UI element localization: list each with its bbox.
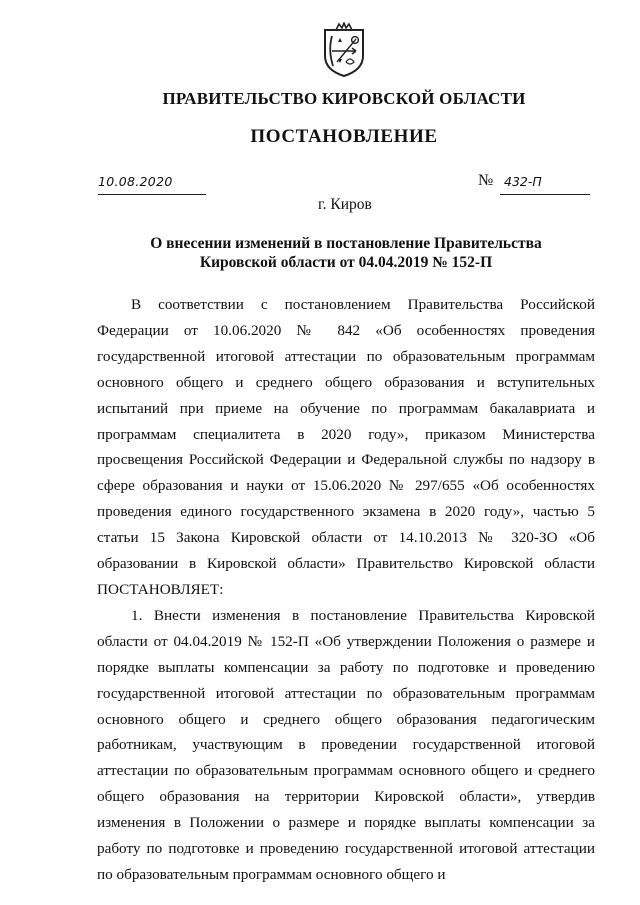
document-date-field — [98, 174, 206, 195]
number-label: № — [478, 172, 494, 189]
coat-of-arms-emblem — [322, 22, 366, 78]
document-number-field — [500, 174, 590, 195]
subject-line-2: Кировской области от 04.04.2019 № 152-П — [199, 254, 493, 271]
document-body — [97, 292, 595, 888]
document-subject — [120, 234, 572, 272]
document-date: 10.08.2020 — [98, 174, 173, 189]
city-label: г. Киров — [318, 196, 372, 213]
document-number: 432-П — [504, 174, 542, 189]
subject-line-1: О внесении изменений в постановление Правительства — [150, 235, 542, 252]
body-paragraph-1: В соответствии с постановлением Правительства Российской Федерации от 10.06.2020 № 842 «Об особенностях проведения государственной итоговой аттестации по образовательным программам основного общего и среднего общего образования и вступительных испытаний при приеме на обучение по программам бакалавриата и программам специалитета в 2020 году», приказом Министерства просвещения Российской Федерации и Федеральной службы по надзору в сфере образования и науки от 15.06.2020 № 297/655 «Об особенностях проведения единого государственного экзамена в 2020 году», частью 5 статьи 15 Закона Кировской области от 14.10.2013 № 320-ЗО «Об образовании в Кировской области» Правительство Кировской области ПОСТАНОВЛЯЕТ: — [97, 296, 595, 598]
body-paragraph-2: 1. Внести изменения в постановление Правительства Кировской области от 04.04.2019 № 152-П «Об утверждении Положения о размере и порядке выплаты компенсации за работу по подготовке и проведению государственной итоговой аттестации по образовательным программам основного общего и среднего общего образования педагогическим работникам, участвующим в проведении государственной итоговой аттестации по образовательным программам основного общего и среднего общего образования на территории Кировской области», утвердив изменения в Положении о размере и порядке выплаты компенсации за работу по подготовке и проведению государственной итоговой аттестации по образовательным программам основного общего и — [97, 606, 595, 883]
government-name: ПРАВИТЕЛЬСТВО КИРОВСКОЙ ОБЛАСТИ — [162, 89, 526, 108]
document-type-title: ПОСТАНОВЛЕНИЕ — [250, 126, 438, 147]
